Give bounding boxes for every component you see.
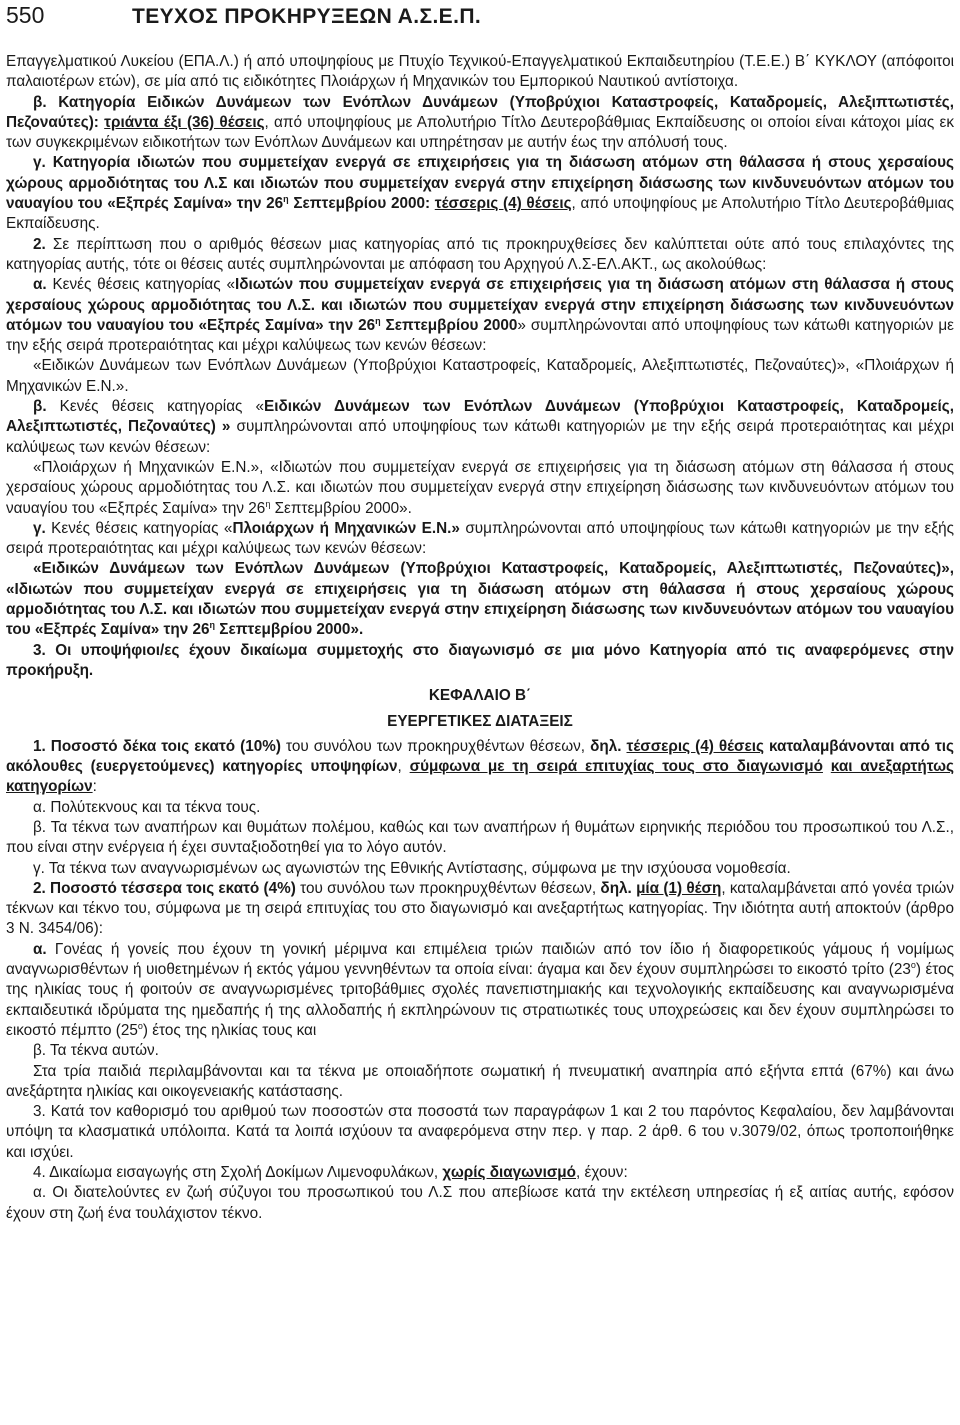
paragraph-benefit-3: 3. Κατά τον καθορισμό του αριθμού των ποσοστών στα ποσοστά των παραγράφων 1 και 2 του παρόντος Κεφαλαίου, δεν λαμβάνονται υπόψη τα κλασματικά υπόλοιπα. Κατά τα λοιπά ισχύουν τα αναφερόμενα στην περ. γ παρ. 2 άρθ. 6 του ν.3079/02, όπως τροποποιήθηκε και ισχύει. [6, 1103, 954, 1161]
chapter-heading: ΚΕΦΑΛΑΙΟ Β΄ [428, 687, 532, 705]
document-body [6, 52, 954, 1224]
paragraph-continuation: Επαγγελματικού Λυκείου (ΕΠΑ.Λ.) ή από υποψηφίους με Πτυχίο Τεχνικού-Επαγγελματικού Εκπαιδευτηρίου (Τ.Ε.Ε.) Β΄ ΚΥΚΛΟΥ (απόφοιτοι παλαιοτέρων ετών), σε μία από τις ειδικότητες Πλοιάρχων ή Μηχανικών του Εμπορικού Ναυτικού αντίστοιχα. [6, 53, 954, 91]
paragraph-benefit-1a: α. Πολύτεκνους και τα τέκνα τους. [33, 798, 261, 816]
paragraph-3: 3. Οι υποψήφιοι/ες έχουν δικαίωμα συμμετοχής στο διαγωνισμό σε μια μόνο Κατηγορία από τις αναφερόμενες στην προκήρυξη. [6, 641, 954, 679]
paragraph-2c-list: «Ειδικών Δυνάμεων των Ενόπλων Δυνάμεων (Υποβρύχιοι Καταστροφείς, Καταδρομείς, Αλεξιπτωτιστές, Πεζοναύτες)», «Ιδιωτών που συμμετείχαν ενεργά σε επιχειρήσεις για τη διάσωση ατόμων στη θάλασσα ή στους χερσαίους χώρους αρμοδιότητας του Λ.Σ. και ιδιωτών που συμμετείχαν ενεργά στην επιχείρηση διάσωσης των κινδυνευόντων ατόμων του ναυαγίου του «Εξπρές Σαμίνα» την $26^\eta$ Σεπτεμβρίου 2000». [6, 560, 954, 639]
paragraph-benefit-1c: γ. Τα τέκνα των αναγνωρισμένων ως αγωνιστών της Εθνικής Αντίστασης, σύμφωνα με την ισχύουσα νομοθεσία. [33, 859, 791, 877]
paragraph-benefit-4: 4. Δικαίωμα εισαγωγής στη Σχολή Δοκίμων Λιμενοφυλάκων, χωρίς διαγωνισμό, έχουν: [33, 1164, 628, 1182]
paragraph-category-c: γ. Κατηγορία ιδιωτών που συμμετείχαν ενεργά σε επιχειρήσεις για τη διάσωση ατόμων στη θάλασσα ή στους χερσαίους χώρους αρμοδιότητας του Λ.Σ και ιδιωτών που συμμετείχαν ενεργά στην επιχείρηση διάσωσης των κινδυνευόντων ατόμων του ναυαγίου του «Εξπρές Σαμίνα» την $26^\eta$ Σεπτεμβρίου 2000: τέσσερις (4) θέσεις, από υποψηφίους με Απολυτήριο Τίτλο Δευτεροβάθμιας Εκπαίδευσης. [6, 154, 954, 233]
paragraph-benefit-2: 2. Ποσοστό τέσσερα τοις εκατό (4%) του συνόλου των προκηρυχθέντων θέσεων, δηλ. μία (1) θέση, καταλαμβάνεται από γονέα τριών τέκνων και τέκνο του, σύμφωνα με τη σειρά επιτυχίας του στο διαγωνισμό και ανεξαρτήτως κατηγορίας. Την ιδιότητα αυτή αποκτούν (άρθρο 3 Ν. 3454/06): [6, 879, 954, 938]
paragraph-benefit-1b: β. Τα τέκνα των αναπήρων και θυμάτων πολέμου, καθώς και των αναπήρων ή θυμάτων ειρηνικής περιόδου του προσωπικού του Λ.Σ., που είναι στην ενέργεια ή έχει συνταξιοδοτηθεί για το λόγο αυτόν. [6, 818, 954, 857]
paragraph-2a-list: «Ειδικών Δυνάμεων των Ενόπλων Δυνάμεων (Υποβρύχιοι Καταστροφείς, Καταδρομείς, Αλεξιπτωτιστές, Πεζοναύτες)», «Πλοιάρχων ή Μηχανικών Ε.Ν.». [6, 357, 954, 395]
paragraph-2c: γ. Κενές θέσεις κατηγορίας «Πλοιάρχων ή Μηχανικών Ε.Ν.» συμπληρώνονται από υποψηφίους των κάτωθι κατηγοριών με την εξής σειρά προτεραιότητας και μέχρι καλύψεως των κενών θέσεων: [6, 519, 954, 558]
paragraph-benefit-2a: α. Γονέας ή γονείς που έχουν τη γονική μέριμνα και επιμέλεια τριών παιδιών από τον ίδιο ή διαφορετικούς γάμους ή νομίμως αναγνωρισθέντων ή υιοθετημένων ή εκτός γάμου γεννηθέντων τα οποία είναι: άγαμα και δεν έχουν συμπληρώσει το εικοστό τρίτο $(23^o)$ έτος της ηλικίας τους ή φοιτούν σε αναγνωρισμένες τριτοβάθμιες σχολές πανεπιστημιακής και τεχνολογικής εκπαίδευσης και αναγνωρισμένα εκπαιδευτικά ιδρύματα της ημεδαπής ή της αλλοδαπής ή εκπληρώνουν τις στρατιωτικές τους υποχρεώσεις και δεν έχουν συμπληρώσει το εικοστό πέμπτο $(25^o)$ έτος της ηλικίας τους και [6, 940, 954, 1039]
paragraph-benefit-1: 1. Ποσοστό δέκα τοις εκατό (10%) του συνόλου των προκηρυχθέντων θέσεων, δηλ. τέσσερις (4) θέσεις καταλαμβάνονται από τις ακόλουθες (ευεργετούμενες) κατηγορίες υποψηφίων, σύμφωνα με τη σειρά επιτυχίας τους στο διαγωνισμό και ανεξαρτήτως κατηγορίων: [6, 737, 955, 796]
paragraph-category-b: β. Κατηγορία Ειδικών Δυνάμεων των Ενόπλων Δυνάμεων (Υποβρύχιοι Καταστροφείς, Καταδρομείς, Αλεξιπτωτιστές, Πεζοναύτες): τριάντα έξι (36) θέσεις, από υποψηφίους με Απολυτήριο Τίτλο Δευτεροβάθμιας Εκπαίδευσης οι οποίοι είναι κάτοχοι μίας εκ των συγκεκριμένων ειδικοτήτων των Ενόπλων Δυνάμεων και υπηρέτησαν με αυτήν έως την απόλυσή τους. [6, 93, 954, 152]
page-number: 550 [6, 2, 45, 28]
paragraph-benefit-2-note: Στα τρία παιδιά περιλαμβάνονται και τα τέκνα με οποιαδήποτε σωματική ή πνευματική αναπηρία από εξήντα επτά (67%) και άνω ανεξάρτητα ηλικίας και οικογενειακής κατάστασης. [6, 1062, 954, 1100]
page-header [6, 0, 954, 40]
paragraph-benefit-2b: β. Τα τέκνα αυτών. [33, 1042, 159, 1060]
paragraph-2a: α. Κενές θέσεις κατηγορίας «Ιδιωτών που συμμετείχαν ενεργά σε επιχειρήσεις για τη διάσωση ατόμων στη θάλασσα ή στους χερσαίους χώρους αρμοδιότητας του Λ.Σ. και ιδιωτών που συμμετείχαν ενεργά στην επιχείρηση διάσωσης των κινδυνευόντων ατόμων του ναυαγίου του «Εξπρές Σαμίνα» την $26^\eta$ Σεπτεμβρίου 2000» συμπληρώνονται από υποψηφίους των κάτωθι κατηγοριών με την εξής σειρά προτεραιότητας και μέχρι καλύψεως των κενών θέσεων: [6, 276, 954, 355]
paragraph-2: 2. Σε περίπτωση που ο αριθμός θέσεων μιας κατηγορίας από τις προκηρυχθείσες δεν καλύπτεται ούτε από τους επιλαχόντες της κατηγορίας αυτής, τότε οι θέσεις αυτές συμπληρώνονται με απόφαση του Αρχηγού Λ.Σ-ΕΛ.ΑΚΤ., ως ακολούθως: [6, 235, 954, 273]
paragraph-benefit-4a: α. Οι διατελούντες εν ζωή σύζυγοι του προσωπικού του Λ.Σ που απεβίωσε κατά την εκτέλεση υπηρεσίας ή εξ αιτίας αυτής, εφόσον έχουν στη ζωή ένα τουλάχιστον τέκνο. [6, 1184, 954, 1222]
paragraph-2b: β. Κενές θέσεις κατηγορίας «Ειδικών Δυνάμεων των Ενόπλων Δυνάμεων (Υποβρύχιοι Καταστροφείς, Καταδρομείς, Αλεξιπτωτιστές, Πεζοναύτες) » συμπληρώνονται από υποψηφίους των κάτωθι κατηγοριών με την εξής σειρά προτεραιότητας και μέχρι καλύψεως των κενών θέσεων: [6, 398, 954, 456]
chapter-title: ΕΥΕΡΓΕΤΙΚΕΣ ΔΙΑΤΑΞΕΙΣ [387, 712, 573, 730]
gazette-title: ΤΕΥΧΟΣ ΠΡΟΚΗΡΥΞΕΩΝ Α.Σ.Ε.Π. [132, 5, 482, 28]
paragraph-2b-list: «Πλοιάρχων ή Μηχανικών Ε.Ν.», «Ιδιωτών που συμμετείχαν ενεργά σε επιχειρήσεις για τη διάσωση ατόμων στη θάλασσα ή στους χερσαίους χώρους αρμοδιότητας του Λ.Σ. και ιδιωτών που συμμετείχαν ενεργά στην επιχείρηση διάσωσης των κινδυνευόντων ατόμων του ναυαγίου του «Εξπρές Σαμίνα» την $26^\eta$ Σεπτεμβρίου 2000». [6, 458, 954, 517]
